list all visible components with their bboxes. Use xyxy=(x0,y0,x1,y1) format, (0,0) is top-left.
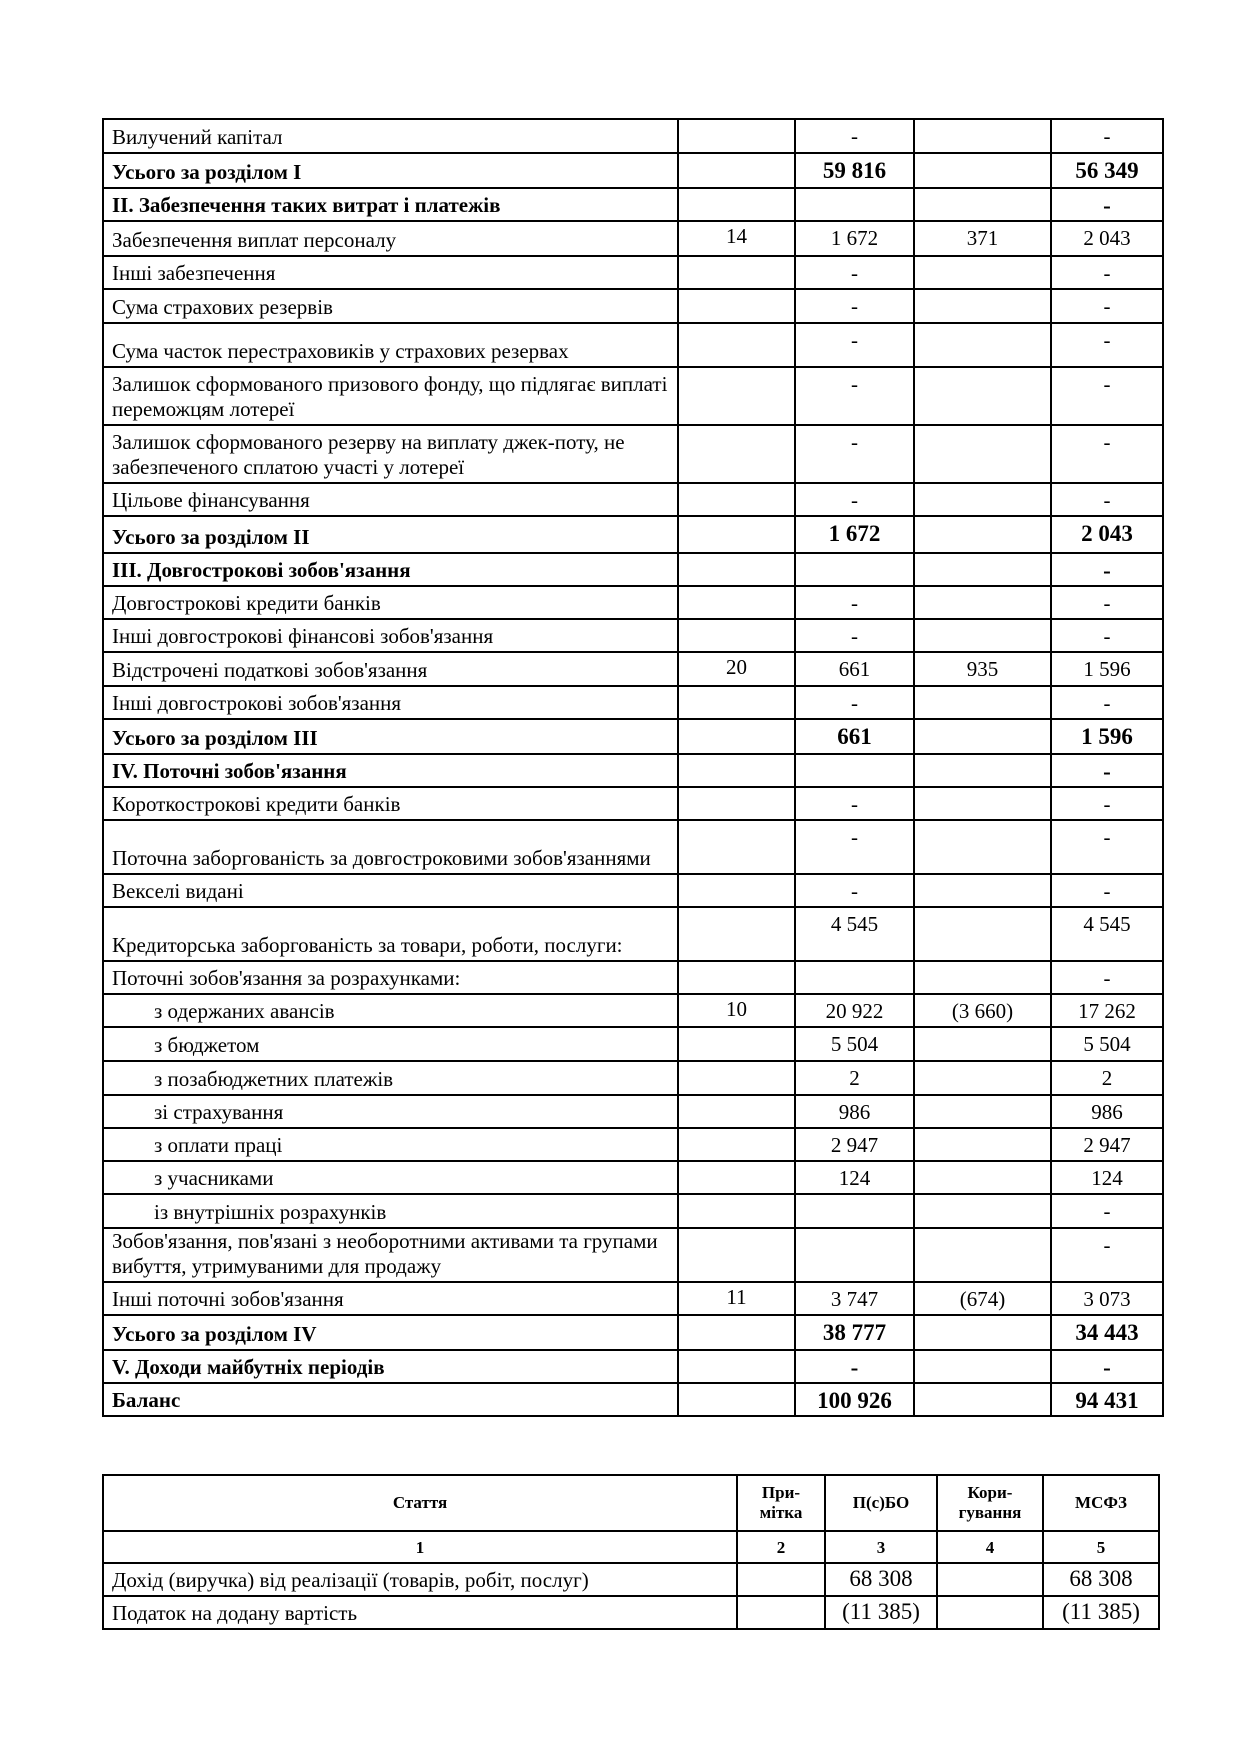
row-psbo-value: - xyxy=(795,874,914,907)
row-label: Короткострокові кредити банків xyxy=(103,787,678,820)
row-psbo-value xyxy=(795,754,914,787)
row-note xyxy=(737,1563,825,1596)
row-label: Вилучений капітал xyxy=(103,119,678,153)
balance-row xyxy=(103,553,1163,586)
balance-row xyxy=(103,754,1163,787)
balance-row xyxy=(103,367,1163,425)
row-note xyxy=(678,1061,795,1095)
row-psbo-value: 20 922 xyxy=(795,994,914,1027)
row-note xyxy=(678,153,795,188)
row-label: Поточна заборгованість за довгостроковими зобов'язаннями xyxy=(103,820,678,874)
row-adjustment-value xyxy=(914,907,1051,961)
header-note: При- мітка xyxy=(737,1475,825,1531)
row-adjustment-value xyxy=(914,586,1051,619)
col-index-5: 5 xyxy=(1043,1531,1159,1563)
header-psbo: П(с)БО xyxy=(825,1475,937,1531)
row-psbo-value: 5 504 xyxy=(795,1027,914,1061)
row-ifrs-value: - xyxy=(1051,1228,1163,1282)
row-ifrs-value: - xyxy=(1051,289,1163,323)
row-label: IV. Поточні зобов'язання xyxy=(103,754,678,787)
row-note xyxy=(678,1161,795,1194)
row-label: з одержаних авансів xyxy=(103,994,678,1027)
header-article: Стаття xyxy=(103,1475,737,1531)
row-label: Інші довгострокові зобов'язання xyxy=(103,686,678,719)
row-label: зі страхування xyxy=(103,1095,678,1128)
row-note xyxy=(678,1027,795,1061)
balance-row xyxy=(103,1282,1163,1315)
row-label: Кредиторська заборгованість за товари, роботи, послуги: xyxy=(103,907,678,961)
row-psbo-value: - xyxy=(795,686,914,719)
row-note xyxy=(678,119,795,153)
row-label: Зобов'язання, пов'язані з необоротними активами та групами вибуття, утримуваними для продажу xyxy=(103,1228,678,1282)
balance-row xyxy=(103,256,1163,289)
balance-row xyxy=(103,1161,1163,1194)
row-adjustment-value xyxy=(937,1563,1043,1596)
col-index-4: 4 xyxy=(937,1531,1043,1563)
row-adjustment-value xyxy=(914,483,1051,516)
row-psbo-value: 1 672 xyxy=(795,516,914,553)
row-label: Дохід (виручка) від реалізації (товарів, робіт, послуг) xyxy=(103,1563,737,1596)
row-psbo-value: 3 747 xyxy=(795,1282,914,1315)
row-adjustment-value xyxy=(914,1383,1051,1416)
row-psbo-value: - xyxy=(795,256,914,289)
row-label: Поточні зобов'язання за розрахунками: xyxy=(103,961,678,994)
balance-row xyxy=(103,1095,1163,1128)
row-ifrs-value: 2 xyxy=(1051,1061,1163,1095)
row-note xyxy=(678,516,795,553)
row-psbo-value: - xyxy=(795,820,914,874)
balance-row xyxy=(103,820,1163,874)
row-psbo-value xyxy=(795,1228,914,1282)
income-header-row xyxy=(103,1475,1159,1531)
row-adjustment-value xyxy=(914,256,1051,289)
row-note xyxy=(678,367,795,425)
row-note: 14 xyxy=(678,221,795,256)
row-psbo-value: 986 xyxy=(795,1095,914,1128)
row-ifrs-value: 5 504 xyxy=(1051,1027,1163,1061)
row-adjustment-value xyxy=(914,1350,1051,1383)
balance-row xyxy=(103,483,1163,516)
row-note xyxy=(678,961,795,994)
row-note xyxy=(678,188,795,221)
row-adjustment-value: 371 xyxy=(914,221,1051,256)
row-ifrs-value: - xyxy=(1051,425,1163,483)
row-ifrs-value: - xyxy=(1051,686,1163,719)
row-ifrs-value: - xyxy=(1051,820,1163,874)
row-adjustment-value xyxy=(914,719,1051,754)
row-note xyxy=(678,1194,795,1228)
row-adjustment-value xyxy=(914,820,1051,874)
row-adjustment-value xyxy=(914,1095,1051,1128)
row-ifrs-value: 4 545 xyxy=(1051,907,1163,961)
row-psbo-value: - xyxy=(795,119,914,153)
row-psbo-value: - xyxy=(795,289,914,323)
row-label: Усього за розділом IV xyxy=(103,1315,678,1350)
balance-row xyxy=(103,1194,1163,1228)
row-psbo-value: 2 947 xyxy=(795,1128,914,1161)
row-adjustment-value: (3 660) xyxy=(914,994,1051,1027)
row-psbo-value xyxy=(795,188,914,221)
row-psbo-value: - xyxy=(795,425,914,483)
balance-row xyxy=(103,961,1163,994)
row-adjustment-value xyxy=(914,754,1051,787)
row-note xyxy=(678,1383,795,1416)
row-psbo-value: 124 xyxy=(795,1161,914,1194)
row-note xyxy=(678,1315,795,1350)
row-note: 10 xyxy=(678,994,795,1027)
row-ifrs-value: - xyxy=(1051,483,1163,516)
balance-row xyxy=(103,1228,1163,1282)
row-label: II. Забезпечення таких витрат і платежів xyxy=(103,188,678,221)
row-adjustment-value xyxy=(914,1315,1051,1350)
balance-liabilities-table xyxy=(102,118,1164,1417)
row-ifrs-value: 2 043 xyxy=(1051,516,1163,553)
row-adjustment-value xyxy=(914,153,1051,188)
row-note xyxy=(678,719,795,754)
row-psbo-value: - xyxy=(795,483,914,516)
balance-row xyxy=(103,221,1163,256)
row-adjustment-value xyxy=(914,516,1051,553)
row-note xyxy=(678,553,795,586)
header-adjustment: Кори- гування xyxy=(937,1475,1043,1531)
row-adjustment-value xyxy=(914,1061,1051,1095)
row-ifrs-value: - xyxy=(1051,188,1163,221)
row-label: Усього за розділом I xyxy=(103,153,678,188)
row-note xyxy=(678,619,795,652)
row-psbo-value: - xyxy=(795,1350,914,1383)
row-ifrs-value: - xyxy=(1051,586,1163,619)
row-ifrs-value: - xyxy=(1051,119,1163,153)
balance-row xyxy=(103,1383,1163,1416)
row-adjustment-value xyxy=(914,425,1051,483)
row-label: з позабюджетних платежів xyxy=(103,1061,678,1095)
row-label: Інші забезпечення xyxy=(103,256,678,289)
row-note xyxy=(678,787,795,820)
row-label: Довгострокові кредити банків xyxy=(103,586,678,619)
row-ifrs-value: 3 073 xyxy=(1051,1282,1163,1315)
row-psbo-value: 1 672 xyxy=(795,221,914,256)
row-ifrs-value: - xyxy=(1051,256,1163,289)
row-adjustment-value xyxy=(914,1128,1051,1161)
row-note xyxy=(678,323,795,367)
row-label: Цільове фінансування xyxy=(103,483,678,516)
row-ifrs-value: - xyxy=(1051,1194,1163,1228)
row-label: Усього за розділом II xyxy=(103,516,678,553)
row-note: 11 xyxy=(678,1282,795,1315)
balance-row xyxy=(103,1027,1163,1061)
row-note xyxy=(678,1128,795,1161)
row-psbo-value: 38 777 xyxy=(795,1315,914,1350)
col-index-3: 3 xyxy=(825,1531,937,1563)
balance-row xyxy=(103,719,1163,754)
row-psbo-value: - xyxy=(795,619,914,652)
row-psbo-value: - xyxy=(795,787,914,820)
row-label: Баланс xyxy=(103,1383,678,1416)
row-label: Сума часток перестраховиків у страхових резервах xyxy=(103,323,678,367)
balance-row xyxy=(103,1128,1163,1161)
row-note: 20 xyxy=(678,652,795,686)
row-psbo-value: (11 385) xyxy=(825,1596,937,1629)
income-row xyxy=(103,1563,1159,1596)
row-adjustment-value xyxy=(914,686,1051,719)
row-note xyxy=(678,1095,795,1128)
row-adjustment-value xyxy=(937,1596,1043,1629)
balance-row xyxy=(103,994,1163,1027)
row-adjustment-value xyxy=(914,874,1051,907)
row-label: V. Доходи майбутніх періодів xyxy=(103,1350,678,1383)
row-ifrs-value: - xyxy=(1051,323,1163,367)
row-note xyxy=(678,820,795,874)
row-ifrs-value: 2 947 xyxy=(1051,1128,1163,1161)
row-note xyxy=(678,1228,795,1282)
row-adjustment-value xyxy=(914,1027,1051,1061)
header-ifrs: МСФЗ xyxy=(1043,1475,1159,1531)
row-psbo-value xyxy=(795,961,914,994)
row-ifrs-value: 1 596 xyxy=(1051,652,1163,686)
row-adjustment-value xyxy=(914,119,1051,153)
row-adjustment-value xyxy=(914,619,1051,652)
row-psbo-value: 4 545 xyxy=(795,907,914,961)
row-label: з учасниками xyxy=(103,1161,678,1194)
row-label: з бюджетом xyxy=(103,1027,678,1061)
row-adjustment-value xyxy=(914,367,1051,425)
row-label: Відстрочені податкові зобов'язання xyxy=(103,652,678,686)
balance-row xyxy=(103,619,1163,652)
row-note xyxy=(678,1350,795,1383)
row-psbo-value: 661 xyxy=(795,719,914,754)
row-ifrs-value: - xyxy=(1051,553,1163,586)
balance-row xyxy=(103,119,1163,153)
row-ifrs-value: 94 431 xyxy=(1051,1383,1163,1416)
income-statement-table xyxy=(102,1474,1160,1630)
row-label: Залишок сформованого призового фонду, що підлягає виплаті переможцям лотереї xyxy=(103,367,678,425)
row-note xyxy=(678,754,795,787)
row-psbo-value: 2 xyxy=(795,1061,914,1095)
row-adjustment-value: 935 xyxy=(914,652,1051,686)
balance-table-body xyxy=(103,119,1163,1416)
row-ifrs-value: - xyxy=(1051,1350,1163,1383)
row-label: Сума страхових резервів xyxy=(103,289,678,323)
row-adjustment-value xyxy=(914,323,1051,367)
row-ifrs-value: (11 385) xyxy=(1043,1596,1159,1629)
row-label: Залишок сформованого резерву на виплату джек-поту, не забезпеченого сплатою участі у лотереї xyxy=(103,425,678,483)
balance-row xyxy=(103,1350,1163,1383)
row-adjustment-value: (674) xyxy=(914,1282,1051,1315)
balance-row xyxy=(103,787,1163,820)
row-psbo-value: 68 308 xyxy=(825,1563,937,1596)
balance-row xyxy=(103,907,1163,961)
col-index-1: 1 xyxy=(103,1531,737,1563)
row-adjustment-value xyxy=(914,188,1051,221)
balance-row xyxy=(103,425,1163,483)
row-note xyxy=(678,483,795,516)
row-adjustment-value xyxy=(914,961,1051,994)
row-psbo-value: 100 926 xyxy=(795,1383,914,1416)
row-ifrs-value: 124 xyxy=(1051,1161,1163,1194)
row-psbo-value: - xyxy=(795,323,914,367)
row-ifrs-value: - xyxy=(1051,754,1163,787)
row-ifrs-value: - xyxy=(1051,619,1163,652)
balance-row xyxy=(103,1315,1163,1350)
row-ifrs-value: 986 xyxy=(1051,1095,1163,1128)
row-label: із внутрішніх розрахунків xyxy=(103,1194,678,1228)
row-psbo-value: 661 xyxy=(795,652,914,686)
balance-row xyxy=(103,153,1163,188)
row-psbo-value: - xyxy=(795,367,914,425)
row-note xyxy=(678,686,795,719)
row-adjustment-value xyxy=(914,787,1051,820)
col-index-2: 2 xyxy=(737,1531,825,1563)
balance-row xyxy=(103,874,1163,907)
row-psbo-value: - xyxy=(795,586,914,619)
row-label: Векселі видані xyxy=(103,874,678,907)
row-adjustment-value xyxy=(914,1194,1051,1228)
row-note xyxy=(678,289,795,323)
balance-row xyxy=(103,188,1163,221)
balance-row xyxy=(103,1061,1163,1095)
row-ifrs-value: 68 308 xyxy=(1043,1563,1159,1596)
row-label: з оплати праці xyxy=(103,1128,678,1161)
row-ifrs-value: - xyxy=(1051,787,1163,820)
row-ifrs-value: - xyxy=(1051,874,1163,907)
row-psbo-value: 59 816 xyxy=(795,153,914,188)
row-label: Усього за розділом III xyxy=(103,719,678,754)
row-adjustment-value xyxy=(914,1161,1051,1194)
balance-row xyxy=(103,686,1163,719)
balance-row xyxy=(103,289,1163,323)
row-note xyxy=(678,874,795,907)
row-note xyxy=(678,256,795,289)
row-ifrs-value: - xyxy=(1051,961,1163,994)
balance-row xyxy=(103,652,1163,686)
balance-row xyxy=(103,586,1163,619)
row-note xyxy=(678,907,795,961)
income-column-index-row xyxy=(103,1531,1159,1563)
row-label: Податок на додану вартість xyxy=(103,1596,737,1629)
row-ifrs-value: 1 596 xyxy=(1051,719,1163,754)
balance-row xyxy=(103,516,1163,553)
row-ifrs-value: 17 262 xyxy=(1051,994,1163,1027)
row-note xyxy=(737,1596,825,1629)
row-psbo-value xyxy=(795,1194,914,1228)
row-adjustment-value xyxy=(914,289,1051,323)
row-ifrs-value: - xyxy=(1051,367,1163,425)
row-label: Інші поточні зобов'язання xyxy=(103,1282,678,1315)
row-note xyxy=(678,425,795,483)
row-label: Інші довгострокові фінансові зобов'язання xyxy=(103,619,678,652)
row-label: III. Довгострокові зобов'язання xyxy=(103,553,678,586)
row-psbo-value xyxy=(795,553,914,586)
row-label: Забезпечення виплат персоналу xyxy=(103,221,678,256)
balance-row xyxy=(103,323,1163,367)
row-ifrs-value: 2 043 xyxy=(1051,221,1163,256)
row-adjustment-value xyxy=(914,1228,1051,1282)
row-ifrs-value: 34 443 xyxy=(1051,1315,1163,1350)
income-row xyxy=(103,1596,1159,1629)
row-ifrs-value: 56 349 xyxy=(1051,153,1163,188)
row-adjustment-value xyxy=(914,553,1051,586)
row-note xyxy=(678,586,795,619)
